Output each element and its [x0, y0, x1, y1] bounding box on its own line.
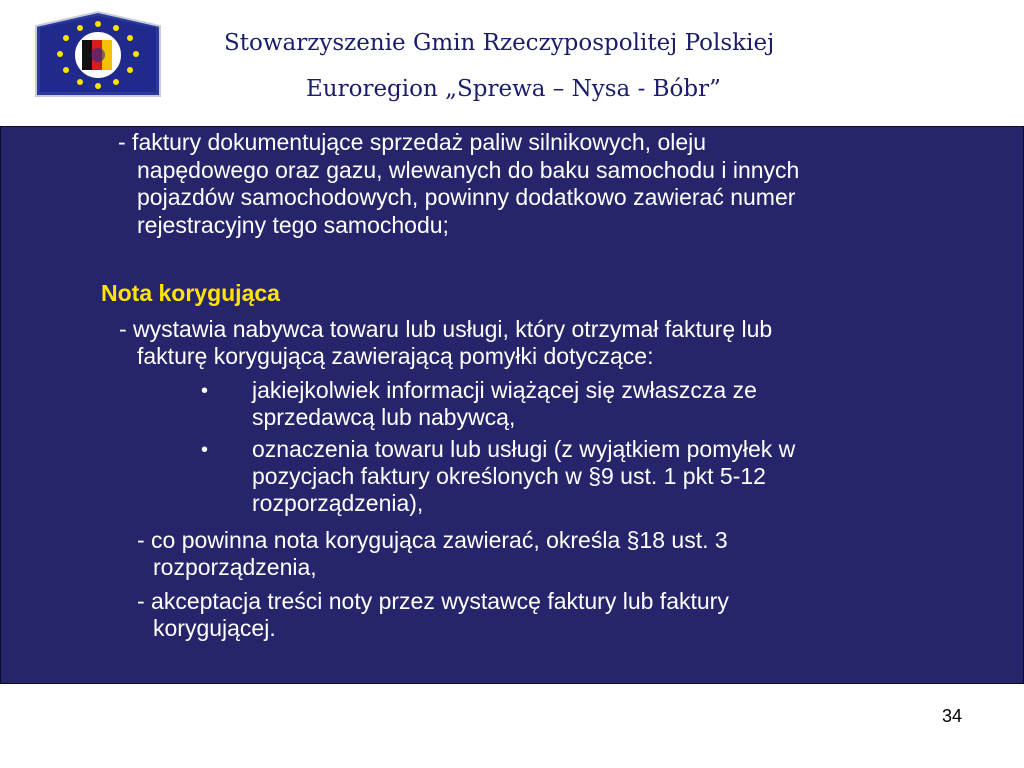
- para3-line: rozporządzenia,: [153, 554, 317, 580]
- section-heading: Nota korygująca: [101, 280, 280, 306]
- slide-header: [0, 0, 1024, 126]
- page-number: 34: [941, 706, 962, 726]
- bullet2-line: pozycjach faktury określonych w §9 ust. 1 pkt 5-12: [252, 463, 766, 489]
- bullet-marker: •: [201, 439, 209, 461]
- bullet2-line: oznaczenia towaru lub usługi (z wyjątkiem pomyłek w: [252, 436, 796, 462]
- para2-line: fakturę korygującą zawierającą pomyłki dotyczące:: [137, 343, 654, 369]
- bullet1-line: jakiejkolwiek informacji wiążącej się zwłaszcza ze: [252, 377, 757, 403]
- bullet1-line: sprzedawcą lub nabywcą,: [252, 404, 516, 430]
- header-title-line1: Stowarzyszenie Gmin Rzeczypospolitej Polskiej: [224, 30, 775, 56]
- header-title-line2: Euroregion „Sprewa – Nysa - Bóbr”: [306, 76, 721, 102]
- bullet-marker: •: [201, 380, 209, 402]
- para4-line: - akceptacja treści noty przez wystawcę faktury lub faktury: [137, 588, 729, 614]
- bullet2-line: rozporządzenia),: [252, 490, 424, 516]
- para1-line: pojazdów samochodowych, powinny dodatkowo zawierać numer: [137, 184, 796, 210]
- para1-line: napędowego oraz gazu, wlewanych do baku samochodu i innych: [137, 157, 800, 183]
- para2-line: - wystawia nabywca towaru lub usługi, który otrzymał fakturę lub: [119, 316, 773, 342]
- para4-line: korygującej.: [153, 615, 276, 641]
- para3-line: - co powinna nota korygująca zawierać, określa §18 ust. 3: [137, 527, 728, 553]
- para1-line: rejestracyjny tego samochodu;: [137, 212, 449, 238]
- content-panel: [0, 126, 1024, 684]
- para1-line: - faktury dokumentujące sprzedaż paliw silnikowych, oleju: [118, 129, 707, 155]
